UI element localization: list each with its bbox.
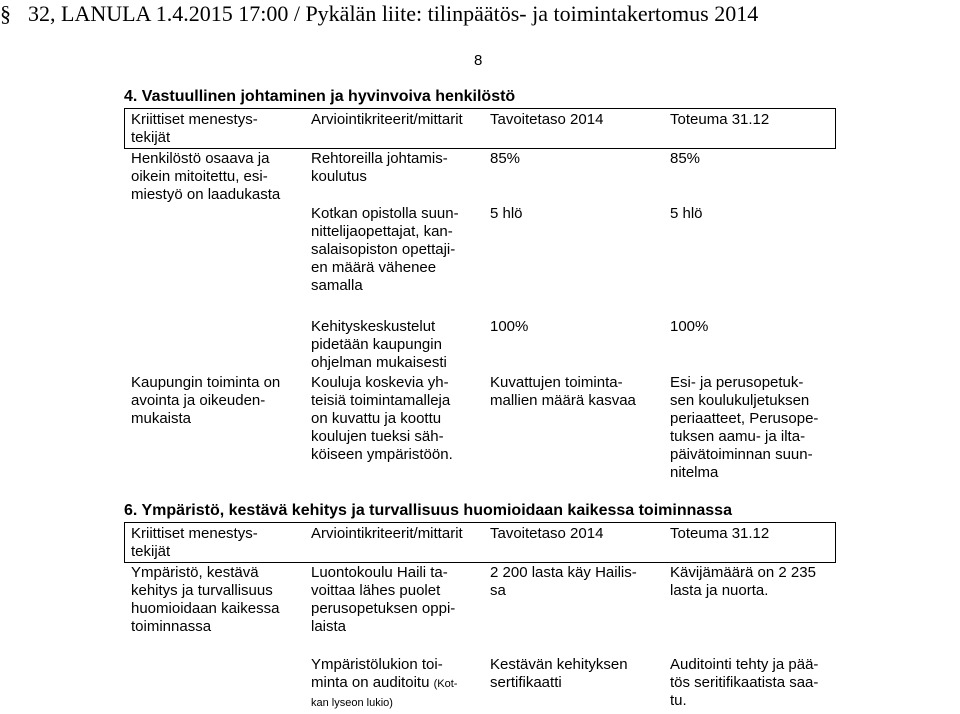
s4-row2-target-1: 100%	[490, 318, 529, 335]
s4-row1-factor: Henkilöstö osaava ja oikein mitoitettu, esi- miestyö on laadukasta	[131, 150, 281, 203]
section6-title: 6. Ympäristö, kestävä kehitys ja turvallisuus huomioidaan kaikessa toiminnassa	[124, 502, 732, 519]
s6-row1-actual-2: Auditointi tehty ja pää- tös seritifikaatista saa- tu.	[670, 656, 819, 709]
table-rule	[124, 522, 125, 563]
table-rule	[835, 522, 836, 563]
s6-header-actual: Toteuma 31.12	[670, 525, 770, 542]
header-title	[0, 0, 758, 28]
table-rule	[124, 562, 836, 563]
section4-title: 4. Vastuullinen johtaminen ja hyvinvoiva henkilöstö	[124, 88, 516, 105]
table-rule	[124, 148, 836, 149]
s6-row1-factor: Ympäristö, kestävä kehitys ja turvallisuus huomioidaan kaikessa toiminnassa	[131, 564, 280, 635]
s6-header-factors: Kriittiset menestys- tekijät	[131, 525, 258, 560]
section-symbol: §	[0, 1, 11, 26]
s4-row2-actual-2: Esi- ja perusopetuk- sen koulukuljetuksen periaatteet, Perusope- tuksen aamu- ja ilta- päivätoiminnan suun- nitelma	[670, 374, 819, 481]
table-rule	[124, 108, 125, 149]
s6-row1-target-1: 2 200 lasta käy Hailis- sa	[490, 564, 637, 599]
table-rule	[124, 522, 836, 523]
s4-row2-target-2: Kuvattujen toiminta- mallien määrä kasvaa	[490, 374, 636, 409]
s6-header-target: Tavoitetaso 2014	[490, 525, 604, 542]
page-number: 8	[474, 52, 483, 69]
s4-header-factors: Kriittiset menestys- tekijät	[131, 111, 258, 146]
s6-row1-target-2: Kestävän kehityksen sertifikaatti	[490, 656, 628, 691]
s4-header-actual: Toteuma 31.12	[670, 111, 770, 128]
s4-row1-criteria-2: Kotkan opistolla suun- nittelijaopettajat, kan- salaisopiston opettaji- en määrä vähenee samalla	[311, 205, 459, 294]
header-text: 32, LANULA 1.4.2015 17:00 / Pykälän liite: tilinpäätös- ja toimintakertomus 2014	[28, 1, 759, 26]
s4-row1-actual-2: 5 hlö	[670, 205, 703, 222]
s6-header-criteria: Arviointikriteerit/mittarit	[311, 525, 463, 542]
table-rule	[124, 108, 836, 109]
s4-header-criteria: Arviointikriteerit/mittarit	[311, 111, 463, 128]
s4-row2-criteria-1: Kehityskeskustelut pidetään kaupungin ohjelman mukaisesti	[311, 318, 447, 371]
s4-header-target: Tavoitetaso 2014	[490, 111, 604, 128]
s6-criteria-2-main: Ympäristölukion toi- minta on auditoitu	[311, 656, 443, 691]
s4-row1-criteria-1: Rehtoreilla johtamis- koulutus	[311, 150, 448, 185]
s4-row2-actual-1: 100%	[670, 318, 709, 335]
s6-row1-criteria-1: Luontokoulu Haili ta- voittaa lähes puolet perusopetuksen oppi- laista	[311, 564, 456, 635]
s4-row1-target-2: 5 hlö	[490, 205, 523, 222]
table-rule	[835, 108, 836, 149]
s6-criteria-2-note: (Kot- kan lyseon lukio)	[311, 678, 458, 709]
s6-row1-criteria-2	[311, 656, 486, 712]
s4-row1-target-1: 85%	[490, 150, 521, 167]
s4-row2-factor: Kaupungin toiminta on avointa ja oikeuden- mukaista	[131, 374, 281, 427]
s4-row1-actual-1: 85%	[670, 150, 701, 167]
s6-row1-actual-1: Kävijämäärä on 2 235 lasta ja nuorta.	[670, 564, 816, 599]
s4-row2-criteria-2: Kouluja koskevia yh- teisiä toimintamalleja on kuvattu ja koottu koulujen tueksi säh- köiseen ympäristöön.	[311, 374, 453, 463]
